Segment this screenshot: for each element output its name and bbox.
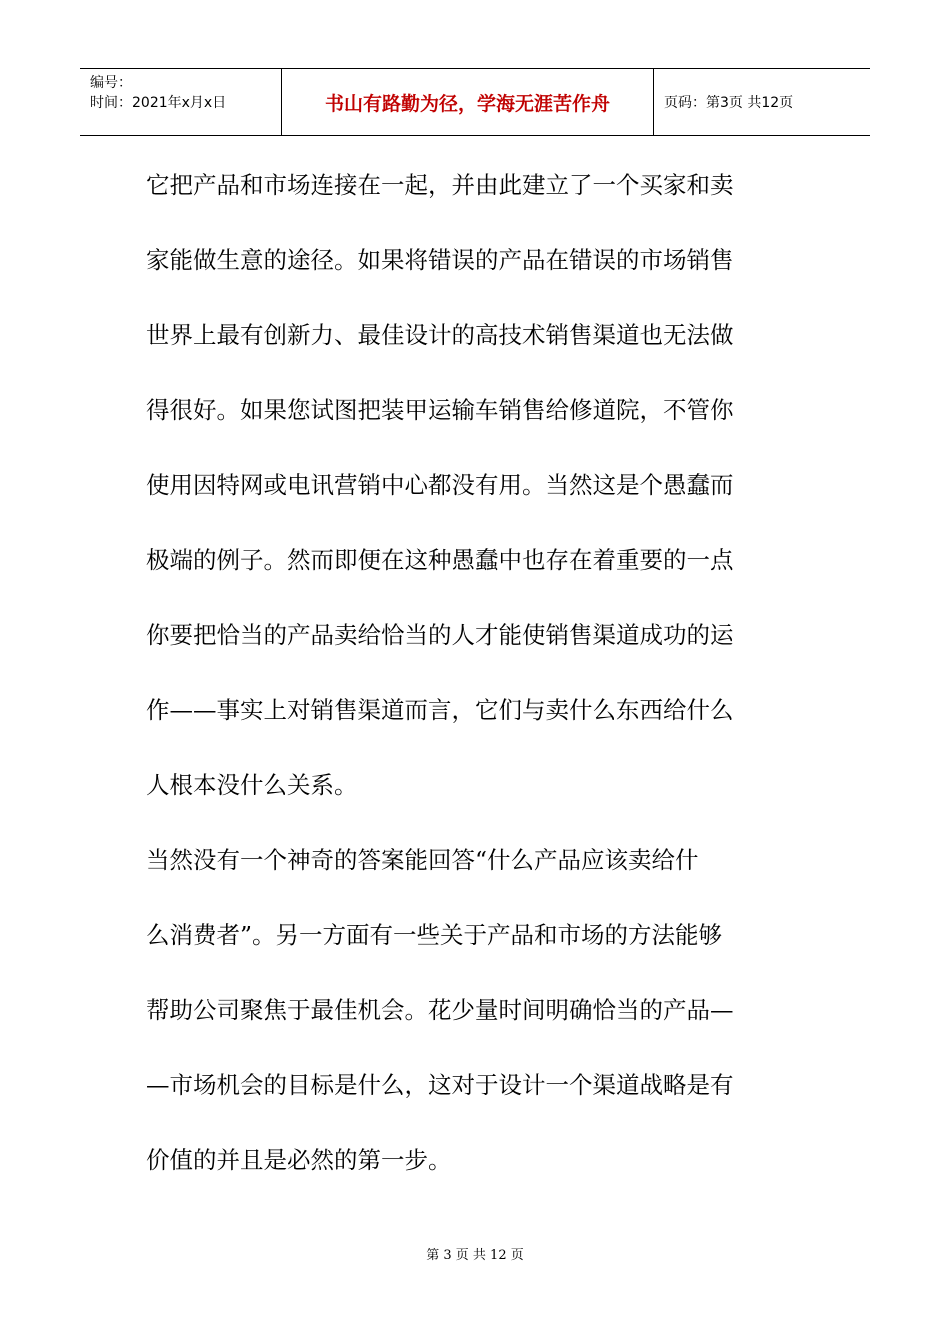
body-line: 世界上最有创新力、最佳设计的高技术销售渠道也无法做 xyxy=(146,321,734,349)
body-line: 当然没有一个神奇的答案能回答“什么产品应该卖给什 xyxy=(146,846,699,874)
body-line: 价值的并且是必然的第一步。 xyxy=(146,1146,452,1174)
document-body xyxy=(146,148,816,1198)
body-line: 它把产品和市场连接在一起，并由此建立了一个买家和卖 xyxy=(146,171,734,199)
page-header xyxy=(80,68,870,136)
page-footer xyxy=(0,1244,950,1263)
header-meta-cell xyxy=(80,69,282,135)
document-date-label: 时间：2021年x月x日 xyxy=(90,95,227,111)
document-number-label: 编号： xyxy=(90,75,132,91)
body-line: 使用因特网或电讯营销中心都没有用。当然这是个愚蠢而 xyxy=(146,471,734,499)
body-line: —市场机会的目标是什么，这对于设计一个渠道战略是有 xyxy=(146,1071,734,1099)
header-page-cell xyxy=(654,69,870,135)
header-page-number: 页码：第3页 共12页 xyxy=(664,95,794,111)
body-line: 么消费者”。另一方面有一些关于产品和市场的方法能够 xyxy=(146,921,723,949)
footer-page-number: 第 3 页 共 12 页 xyxy=(426,1248,524,1263)
body-line: 你要把恰当的产品卖给恰当的人才能使销售渠道成功的运 xyxy=(146,621,734,649)
body-line: 作——事实上对销售渠道而言，它们与卖什么东西给什么 xyxy=(146,696,734,724)
body-line: 帮助公司聚焦于最佳机会。花少量时间明确恰当的产品— xyxy=(146,996,734,1024)
header-motto-cell xyxy=(282,69,654,135)
body-line: 得很好。如果您试图把装甲运输车销售给修道院，不管你 xyxy=(146,396,734,424)
body-line: 极端的例子。然而即便在这种愚蠢中也存在着重要的一点 xyxy=(146,546,734,574)
body-line: 人根本没什么关系。 xyxy=(146,771,358,799)
header-motto: 书山有路勤为径，学海无涯苦作舟 xyxy=(324,92,610,115)
body-line: 家能做生意的途径。如果将错误的产品在错误的市场销售 xyxy=(146,246,734,274)
